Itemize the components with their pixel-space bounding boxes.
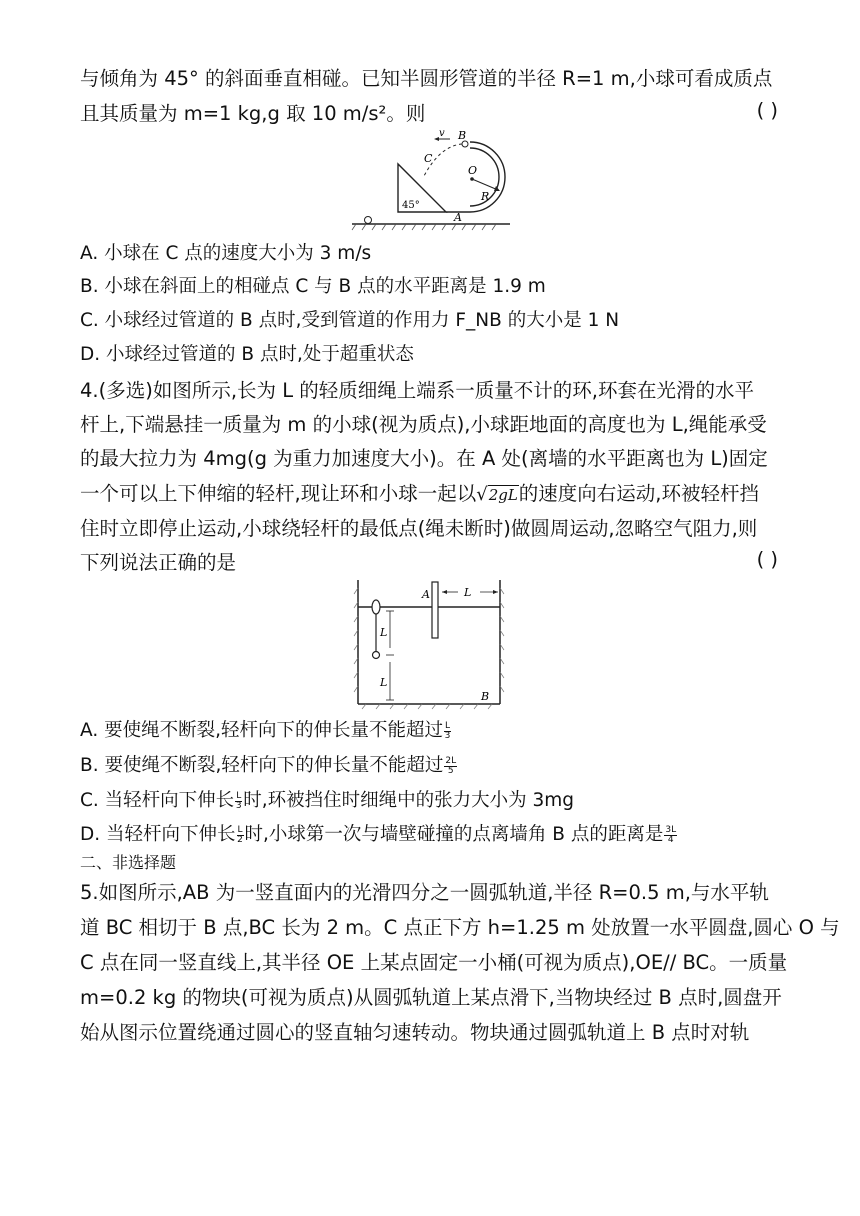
fraction-denominator: 3 (444, 730, 451, 741)
q4-label-L-bot: L (380, 676, 388, 689)
fraction (235, 792, 242, 811)
q4-label-A: A (422, 588, 430, 601)
q4-option-d-a: D. 当轻杆向下伸长 (80, 824, 236, 845)
q4-option-c-a: C. 当轻杆向下伸长 (80, 790, 235, 811)
q3-answer-paren: ( ) (756, 99, 778, 122)
q5-line-2: 道 BC 相切于 B 点,BC 长为 2 m。C 点正下方 h=1.25 m 处放置一水平圆盘,圆心 O 与 (80, 916, 840, 939)
fraction (444, 757, 457, 776)
q4-line-4 (80, 479, 780, 510)
section-heading: 二、非选择题 (80, 853, 177, 872)
fraction-denominator: 4 (667, 834, 674, 845)
q4-line-4-b: 的速度向右运动,环被轻杆挡 (518, 482, 759, 505)
q4-option-b (80, 751, 780, 781)
q4-line-4-a: 一个可以上下伸缩的轻杆,现让环和小球一起以 (80, 482, 477, 505)
q4-sqrt-expression: 2gL (488, 486, 518, 504)
q3-label-angle: 45° (402, 200, 420, 211)
q4-line-1: 4.(多选)如图所示,长为 L 的轻质细绳上端系一质量不计的环,环套在光滑的水平 (80, 379, 754, 402)
q3-label-v: v (439, 128, 445, 139)
fraction-numerator: L (236, 790, 242, 801)
q5-line-3: C 点在同一竖直线上,其半径 OE 上某点固定一小桶(可视为质点),OE// BC。一质量 (80, 951, 788, 974)
fraction-numerator: 3L (665, 824, 677, 835)
q3-figure (350, 128, 520, 238)
fraction (664, 826, 677, 845)
q3-label-B: B (458, 129, 467, 142)
q4-option-c-b: 时,环被挡住时细绳中的张力大小为 3mg (243, 790, 575, 811)
fraction-numerator: L (444, 720, 450, 731)
fraction-denominator: 2 (237, 834, 243, 845)
q3-label-A: A (454, 211, 462, 224)
q4-line-3: 的最大拉力为 4mg(g 为重力加速度大小)。在 A 处(离墙的水平距离也为 L)固定 (80, 447, 768, 470)
q5-line-4: m=0.2 kg 的物块(可视为质点)从圆弧轨道上某点滑下,当物块经过 B 点时,圆盘开 (80, 986, 782, 1009)
fraction-denominator: 3 (235, 800, 242, 811)
q3-label-C: C (424, 152, 433, 165)
fraction-denominator: 5 (447, 765, 454, 776)
q5-line-1: 5.如图所示,AB 为一竖直面内的光滑四分之一圆弧轨道,半径 R=0.5 m,与水平轨 (80, 881, 769, 904)
q3-option-d: D. 小球经过管道的 B 点时,处于超重状态 (80, 344, 414, 365)
q3-option-c: C. 小球经过管道的 B 点时,受到管道的作用力 F_NB 的大小是 1 N (80, 310, 620, 331)
q4-line-5: 住时立即停止运动,小球绕轻杆的最低点(绳未断时)做圆周运动,忽略空气阻力,则 (80, 517, 758, 540)
fraction-numerator: L (237, 824, 243, 835)
q4-label-L-mid: L (380, 626, 388, 639)
q4-option-d-b: 时,小球第一次与墙壁碰撞的点离墙角 B 点的距离是 (244, 824, 664, 845)
q3-label-R: R (481, 190, 490, 203)
q4-option-a (80, 716, 780, 746)
q4-line-6: 下列说法正确的是 (80, 551, 237, 574)
fraction (237, 826, 244, 845)
q3-line-2: 且其质量为 m=1 kg,g 取 10 m/s²。则 (80, 102, 426, 125)
q3-line-1: 与倾角为 45° 的斜面垂直相碰。已知半圆形管道的半径 R=1 m,小球可看成质点 (80, 67, 773, 90)
q4-label-B: B (481, 690, 490, 703)
sqrt-symbol: √ (476, 484, 488, 505)
fraction (444, 722, 451, 741)
q3-option-b: B. 小球在斜面上的相碰点 C 与 B 点的水平距离是 1.9 m (80, 276, 546, 297)
q4-line-2: 杆上,下端悬挂一质量为 m 的小球(视为质点),小球距地面的高度也为 L,绳能承受 (80, 413, 767, 436)
q5-line-5: 始从图示位置绕通过圆心的竖直轴匀速转动。物块通过圆弧轨道上 B 点时对轨 (80, 1021, 750, 1044)
q4-figure (350, 578, 510, 714)
q4-option-b-text: B. 要使绳不断裂,轻杆向下的伸长量不能超过 (80, 755, 444, 776)
q4-option-a-text: A. 要使绳不断裂,轻杆向下的伸长量不能超过 (80, 720, 443, 741)
q4-option-d (80, 820, 780, 850)
fraction-numerator: 2L (445, 755, 457, 766)
q4-option-c (80, 786, 780, 816)
q3-label-O: O (468, 164, 478, 177)
q4-answer-paren: ( ) (756, 548, 778, 571)
q4-label-L-top: L (464, 586, 472, 599)
q3-option-a: A. 小球在 C 点的速度大小为 3 m/s (80, 243, 372, 264)
